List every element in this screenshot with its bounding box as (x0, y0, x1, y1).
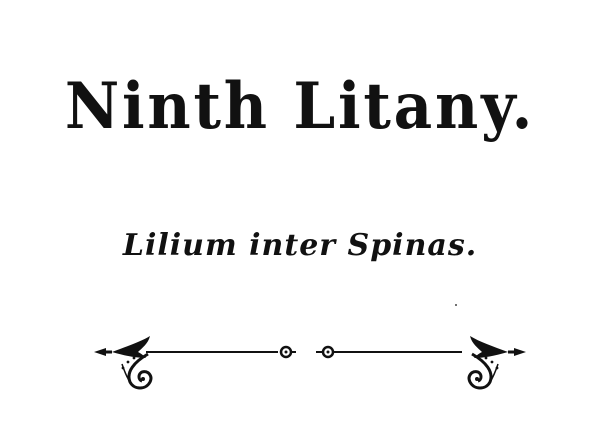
ink-speck (455, 304, 457, 306)
page-title: Ninth Litany. (64, 69, 536, 144)
scroll-flourish-rule-icon (90, 332, 530, 396)
page-subtitle: Lilium inter Spinas. (122, 228, 478, 263)
